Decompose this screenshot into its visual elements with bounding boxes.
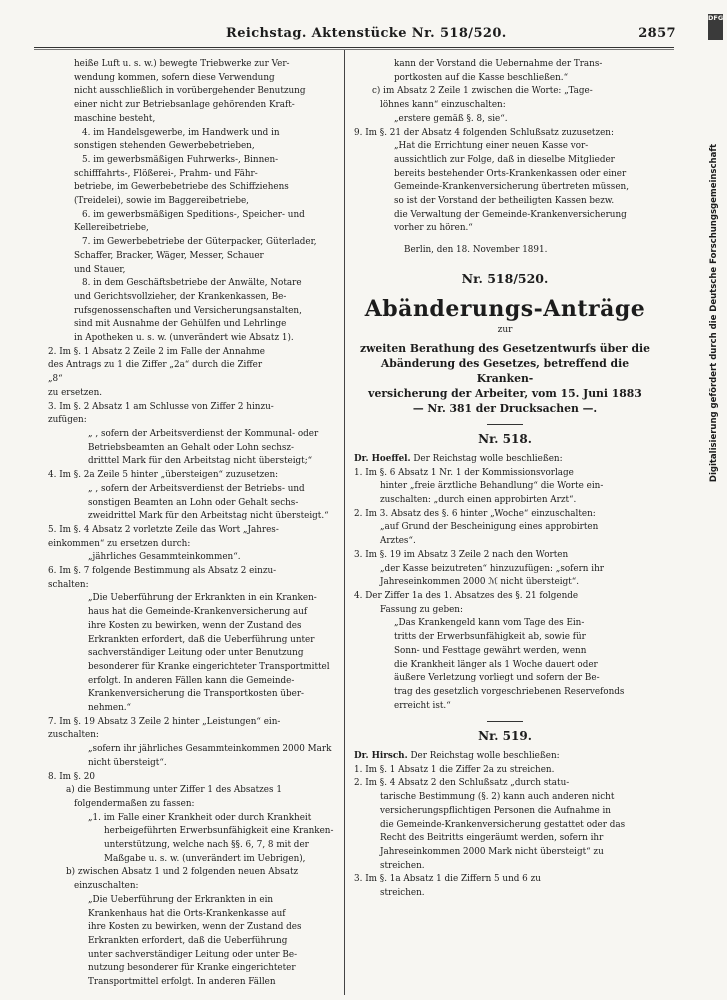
text-line: 2. Im 3. Absatz des §. 6 hinter „Woche“ einzuschalten: [354, 508, 596, 519]
text-line: löhnes kann“ einzuschalten: [380, 100, 506, 111]
text-line: Arztes“. [380, 536, 416, 547]
text-line: des Antrags zu 1 die Ziffer „2a“ durch die Ziffer [48, 360, 263, 371]
text-line: 3. Im §. 1a Absatz 1 die Ziffern 5 und 6 zu [354, 874, 541, 885]
text-line: Krankenversicherung die Transportkosten über- [88, 689, 304, 700]
text-line: in Apotheken u. s. w. (unverändert wie Absatz 1). [74, 333, 294, 344]
text-line: nutzung besonderer für Kranke eingerichteter [88, 963, 296, 974]
page-number: 2857 [638, 26, 676, 41]
text-line: haus hat die Gemeinde-Krankenversicherung auf [88, 607, 308, 618]
text-line: portkosten auf die Kasse beschließen.“ [394, 72, 569, 83]
text-line: „der Kasse beizutreten“ hinzuzufügen: „sofern ihr [380, 563, 604, 574]
text-line: einer nicht zur Betriebsanlage gehörenden Kraft- [74, 100, 295, 111]
subtitle-line: zweiten Berathung des Gesetzentwurfs über die [359, 342, 651, 356]
text-line: Krankenhaus hat die Orts-Krankenkasse auf [88, 908, 286, 919]
text-line: 8. in dem Geschäftsbetriebe der Anwälte, Notare [82, 278, 302, 289]
author-name: Dr. Hirsch. [354, 751, 408, 762]
text-line: „Die Ueberführung der Erkrankten in ein Kranken- [88, 593, 317, 604]
text-line: 2. Im §. 4 Absatz 2 den Schlußsatz „durch statu- [354, 778, 570, 789]
text-line: ihre Kosten zu bewirken, wenn der Zustand des [88, 620, 302, 631]
text-line: erfolgt. In anderen Fällen kann die Gemeinde- [88, 675, 295, 686]
text-line: „ , sofern der Arbeitsverdienst der Kommunal- oder [88, 428, 319, 439]
text-line: 6. im gewerbsmäßigen Speditions-, Speicher- und [82, 209, 305, 220]
text-line: Maßgabe u. s. w. (unverändert im Uebrigen), [104, 853, 306, 864]
text-line: zuschalten: „durch einen approbirten Arzt“. [380, 495, 577, 506]
running-header [56, 26, 676, 44]
text-line: erreicht ist.“ [394, 700, 451, 711]
text-line: zufügen: [48, 415, 87, 426]
text-line: hinter „freie ärztliche Behandlung“ die Worte ein- [380, 481, 604, 492]
text-line: „8“ [48, 374, 63, 385]
text-line: „erstere gemäß §. 8, sie“. [394, 113, 508, 124]
text-line: herbeigeführten Erwerbsunfähigkeit eine Kranken- [104, 826, 334, 837]
section-heading-518: Nr. 518. [478, 432, 532, 447]
text-line: Gemeinde-Krankenversicherung übertreten müssen, [394, 182, 629, 193]
text-line: Erkrankten erfordert, daß die Ueberführung [88, 936, 288, 946]
digitization-credit: Digitalisierung gefördert durch die Deutsche Forschungsgemeinschaft [709, 143, 719, 483]
subtitle-block [354, 341, 656, 416]
text-line: aussichtlich zur Folge, daß in dieselbe Mitglieder [394, 154, 615, 165]
text-line: (Treidelei), sowie im Baggereibetriebe, [74, 196, 249, 207]
text-line: Fassung zu geben: [380, 604, 463, 615]
title-connector: zur [497, 324, 513, 335]
author-name: Dr. Hoeffel. [354, 453, 411, 464]
text-line: 2. Im §. 1 Absatz 2 Zeile 2 im Falle der Annahme [48, 346, 265, 357]
text-line: 5. im gewerbsmäßigen Fuhrwerks-, Binnen- [82, 154, 279, 165]
text-line: folgendermaßen zu fassen: [74, 798, 195, 809]
subtitle-line: versicherung der Arbeiter, vom 15. Juni 1883 [368, 387, 642, 401]
text-line: unterstützung, welche nach §§. 6, 7, 8 mit der [104, 840, 309, 851]
text-line: die Krankheit länger als 1 Woche dauert oder [394, 659, 598, 670]
right-column [354, 58, 656, 901]
text-line: sonstigen Beamten an Lohn oder Gehalt sechs- [88, 497, 299, 508]
text-line: „1. im Falle einer Krankheit oder durch Krankheit [88, 812, 312, 823]
dfg-logo: DFG [708, 14, 723, 40]
text-line: Erkrankten erfordert, daß die Ueberführung unter [88, 634, 315, 645]
section-divider [487, 721, 523, 722]
header-rule-secondary [34, 49, 674, 50]
text-line: schifffahrts-, Flößerei-, Prahm- und Fähr- [74, 168, 258, 179]
text-line: 1. Im §. 6 Absatz 1 Nr. 1 der Kommissionsvorlage [354, 467, 574, 478]
text-line: 3. Im §. 19 im Absatz 3 Zeile 2 nach den Worten [354, 549, 569, 560]
text-line: „Hat die Errichtung einer neuen Kasse vor- [394, 141, 589, 152]
text-line: 1. Im §. 1 Absatz 1 die Ziffer 2a zu streichen. [354, 764, 555, 775]
motion-intro [354, 453, 656, 467]
text-line: b) zwischen Absatz 1 und 2 folgenden neuen Absatz [66, 867, 299, 878]
text-line: wendung kommen, sofern diese Verwendung [74, 72, 275, 83]
text-line: zuschalten: [48, 730, 99, 741]
text-line: die Verwaltung der Gemeinde-Krankenversicherung [394, 209, 627, 220]
motion-intro [354, 750, 656, 764]
text-line: 7. im Gewerbebetriebe der Güterpacker, Güterlader, [82, 237, 317, 248]
text-line: 9. Im §. 21 der Absatz 4 folgenden Schlußsatz zuzusetzen: [354, 127, 614, 138]
left-column [48, 58, 336, 990]
text-line: Sonn- und Festtage gewährt werden, wenn [394, 645, 587, 656]
text-line: tarische Bestimmung (§. 2) kann auch anderen nicht [380, 792, 615, 803]
date-line: Berlin, den 18. November 1891. [404, 245, 548, 256]
text-line: nehmen.“ [88, 703, 132, 714]
text-line: Schaffer, Bracker, Wäger, Messer, Schauer [74, 250, 264, 261]
text-line: und Stauer, [74, 264, 126, 275]
text-line: 5. Im §. 4 Absatz 2 vorletzte Zeile das Wort „Jahres- [48, 524, 279, 535]
text-line: schalten: [48, 579, 89, 590]
header-rule [34, 47, 674, 48]
text-line: Betriebsbeamten an Gehalt oder Lohn sechsz- [88, 442, 295, 453]
text-line: und Gerichtsvollzieher, der Krankenkassen, Be- [74, 291, 287, 302]
text-line: besonderer für Kranke eingerichteter Transportmittel [88, 661, 330, 672]
motion-intro-text: Der Reichstag wolle beschließen: [410, 751, 560, 762]
text-line: so ist der Vorstand der betheiligten Kassen bezw. [394, 196, 615, 207]
text-line: sonstigen stehenden Gewerbebetrieben, [74, 141, 255, 152]
text-line: die Gemeinde-Krankenversicherung gestattet oder das [380, 819, 626, 830]
text-line: einzuschalten: [74, 881, 139, 892]
text-line: vorher zu hören.“ [394, 223, 473, 234]
text-line: Jahreseinkommen 2000 Mark nicht übersteigt“ zu [380, 846, 604, 857]
section-divider [487, 424, 523, 425]
column-divider [344, 50, 345, 995]
text-line: unter sachverständiger Leitung oder unter Be- [88, 949, 298, 960]
text-line: versicherungspflichtigen Personen die Aufnahme in [380, 805, 611, 816]
text-line: heiße Luft u. s. w.) bewegte Triebwerke zur Ver- [74, 59, 290, 69]
text-line: 6. Im §. 7 folgende Bestimmung als Absatz 2 einzu- [48, 566, 277, 577]
text-line: „auf Grund der Bescheinigung eines approbirten [380, 522, 599, 533]
header-title: Reichstag. Aktenstücke Nr. 518/520. [226, 26, 507, 41]
main-title: Abänderungs-Anträge [364, 295, 646, 322]
section-heading-519: Nr. 519. [478, 729, 532, 744]
motion-intro-text: Der Reichstag wolle beschließen: [413, 453, 563, 464]
text-line: sachverständiger Leitung oder unter Benutzung [88, 648, 304, 659]
text-line: zu ersetzen. [48, 387, 103, 398]
text-line: nicht übersteigt“. [88, 757, 167, 768]
text-line: „sofern ihr jährliches Gesammteinkommen 2000 Mark [88, 744, 332, 755]
text-line: streichen. [380, 888, 425, 899]
text-line: Kellereibetriebe, [74, 223, 149, 234]
text-line: 4. Der Ziffer 1a des 1. Absatzes des §. 21 folgende [354, 590, 579, 601]
text-line: sind mit Ausnahme der Gehülfen und Lehrlinge [74, 319, 287, 330]
motion-items-518 [354, 467, 656, 714]
text-line: maschine besteht, [74, 113, 156, 124]
text-line: 4. im Handelsgewerbe, im Handwerk und in [82, 127, 280, 138]
text-line: 4. Im §. 2a Zeile 5 hinter „übersteigen“ zuzusetzen: [48, 470, 279, 481]
text-line: c) im Absatz 2 Zeile 1 zwischen die Worte: „Tage- [372, 86, 593, 97]
text-line: „jährliches Gesammteinkommen“. [88, 552, 241, 563]
text-line: Recht des Beitritts eingeräumt werden, sofern ihr [380, 833, 604, 844]
text-line: ihre Kosten zu bewirken, wenn der Zustand des [88, 922, 302, 933]
right-column-continuation [354, 58, 656, 236]
text-line: „ , sofern der Arbeitsverdienst der Betriebs- und [88, 483, 305, 494]
text-line: Jahreseinkommen 2000 ℳ nicht übersteigt“. [380, 577, 580, 588]
text-line: a) die Bestimmung unter Ziffer 1 des Absatzes 1 [66, 785, 282, 796]
text-line: bereits bestehender Orts-Krankenkassen oder einer [394, 168, 627, 179]
text-line: trag des gesetzlich vorgeschriebenen Reservefonds [394, 686, 625, 697]
text-line: 7. Im §. 19 Absatz 3 Zeile 2 hinter „Leistungen“ ein- [48, 716, 281, 727]
text-line: 8. Im §. 20 [48, 771, 95, 782]
subtitle-line: Abänderung des Gesetzes, betreffend die Kranken- [380, 357, 630, 386]
text-line: betriebe, im Gewerbebetriebe des Schiffziehens [74, 182, 289, 193]
text-line: „Das Krankengeld kann vom Tage des Ein- [394, 618, 585, 629]
text-line: rufsgenossenschaften und Versicherungsanstalten, [74, 305, 302, 316]
digitization-sidebar [706, 6, 724, 996]
text-line: äußere Verletzung vorliegt und sofern der Be- [394, 673, 600, 684]
text-line: zweidrittel Mark für den Arbeitstag nicht übersteigt.“ [88, 511, 329, 522]
document-number: Nr. 518/520. [461, 270, 549, 286]
text-line: streichen. [380, 860, 425, 871]
subtitle-line: — Nr. 381 der Drucksachen —. [412, 402, 598, 416]
motion-items-519 [354, 764, 656, 901]
text-line: dritttel Mark für den Arbeitstag nicht übersteigt;“ [88, 456, 313, 467]
text-line: Transportmittel erfolgt. In anderen Fällen [88, 977, 276, 988]
text-line: 3. Im §. 2 Absatz 1 am Schlusse von Ziffer 2 hinzu- [48, 401, 274, 412]
text-line: „Die Ueberführung der Erkrankten in ein [88, 894, 274, 905]
text-line: einkommen“ zu ersetzen durch: [48, 538, 191, 549]
text-line: kann der Vorstand die Uebernahme der Trans- [394, 59, 603, 69]
text-line: nicht ausschließlich in vorübergehender Benutzung [74, 86, 306, 97]
text-line: tritts der Erwerbsunfähigkeit ab, sowie für [394, 632, 586, 643]
